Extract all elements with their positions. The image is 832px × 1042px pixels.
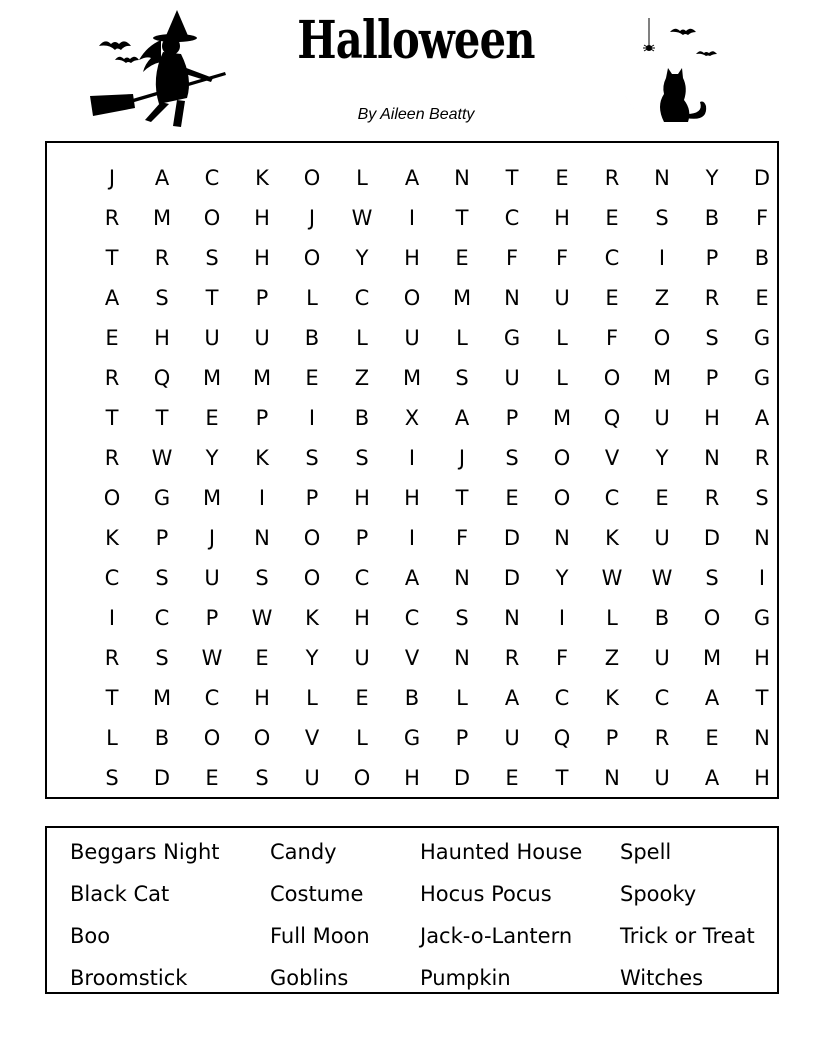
- word-list-item: Full Moon: [270, 924, 370, 948]
- grid-letter[interactable]: A: [754, 406, 770, 430]
- grid-letter[interactable]: A: [704, 686, 720, 710]
- grid-letter[interactable]: H: [254, 246, 270, 270]
- grid-letter[interactable]: O: [253, 726, 271, 750]
- grid-letter[interactable]: H: [554, 206, 570, 230]
- grid-letter[interactable]: U: [654, 526, 670, 550]
- grid-letter[interactable]: L: [306, 286, 318, 310]
- grid-letter[interactable]: O: [653, 326, 671, 350]
- grid-letter[interactable]: O: [103, 486, 121, 510]
- grid-letter[interactable]: E: [705, 726, 719, 750]
- grid-letter[interactable]: C: [204, 686, 220, 710]
- word-list-item: Candy: [270, 840, 337, 864]
- grid-letter[interactable]: Q: [603, 406, 621, 430]
- grid-letter[interactable]: I: [658, 246, 666, 270]
- grid-letter[interactable]: L: [556, 366, 568, 390]
- grid-letter[interactable]: R: [154, 246, 170, 270]
- grid-letter[interactable]: D: [703, 526, 721, 550]
- grid-letter[interactable]: A: [104, 286, 120, 310]
- grid-letter[interactable]: S: [505, 446, 519, 470]
- grid-letter[interactable]: C: [354, 566, 370, 590]
- grid-letter[interactable]: U: [254, 326, 270, 350]
- grid-letter[interactable]: O: [303, 566, 321, 590]
- grid-letter[interactable]: B: [754, 246, 770, 270]
- grid-letter[interactable]: H: [754, 766, 770, 790]
- grid-letter[interactable]: P: [205, 606, 219, 630]
- grid-letter[interactable]: J: [108, 166, 116, 190]
- grid-letter[interactable]: E: [355, 686, 369, 710]
- grid-letter[interactable]: O: [203, 726, 221, 750]
- grid-letter[interactable]: B: [304, 326, 320, 350]
- word-list-item: Haunted House: [420, 840, 583, 864]
- grid-letter[interactable]: H: [254, 206, 270, 230]
- word-search-grid: [45, 141, 779, 799]
- grid-letter[interactable]: T: [755, 686, 769, 710]
- grid-letter[interactable]: B: [654, 606, 670, 630]
- word-list-item: Pumpkin: [420, 966, 511, 990]
- grid-letter[interactable]: M: [202, 486, 222, 510]
- grid-letter[interactable]: Z: [604, 646, 620, 670]
- grid-letter[interactable]: L: [306, 686, 318, 710]
- grid-letter[interactable]: E: [605, 286, 619, 310]
- grid-letter[interactable]: L: [606, 606, 618, 630]
- word-list-item: Boo: [70, 924, 111, 948]
- word-list-item: Spell: [620, 840, 672, 864]
- grid-letter[interactable]: Z: [654, 286, 670, 310]
- grid-letter[interactable]: E: [255, 646, 269, 670]
- grid-letter[interactable]: C: [404, 606, 420, 630]
- grid-letter[interactable]: B: [704, 206, 720, 230]
- grid-letter[interactable]: F: [755, 206, 769, 230]
- grid-letter[interactable]: V: [304, 726, 320, 750]
- grid-letter[interactable]: S: [755, 486, 769, 510]
- crescent-moon-cat-icon: [612, 10, 732, 130]
- grid-letter[interactable]: D: [503, 526, 521, 550]
- grid-letter[interactable]: U: [204, 566, 220, 590]
- grid-letter[interactable]: Y: [355, 246, 369, 270]
- grid-letter[interactable]: C: [604, 246, 620, 270]
- grid-letter[interactable]: Y: [555, 566, 569, 590]
- grid-letter[interactable]: P: [705, 366, 719, 390]
- grid-letter[interactable]: J: [308, 206, 316, 230]
- grid-letter[interactable]: K: [605, 526, 619, 550]
- grid-letter[interactable]: P: [605, 726, 619, 750]
- grid-letter[interactable]: P: [255, 286, 269, 310]
- grid-letter[interactable]: C: [554, 686, 570, 710]
- grid-letter[interactable]: H: [704, 406, 720, 430]
- word-list-item: Goblins: [270, 966, 349, 990]
- grid-letter[interactable]: W: [151, 446, 173, 470]
- grid-letter[interactable]: U: [654, 766, 670, 790]
- grid-letter[interactable]: E: [555, 166, 569, 190]
- grid-letter[interactable]: K: [605, 686, 619, 710]
- grid-letter[interactable]: S: [655, 206, 669, 230]
- grid-letter[interactable]: H: [154, 326, 170, 350]
- grid-letter[interactable]: G: [753, 326, 771, 350]
- grid-letter[interactable]: U: [504, 726, 520, 750]
- grid-letter[interactable]: L: [356, 326, 368, 350]
- word-list-item: Beggars Night: [70, 840, 220, 864]
- grid-letter[interactable]: M: [402, 366, 422, 390]
- grid-letter[interactable]: M: [702, 646, 722, 670]
- grid-letter[interactable]: M: [652, 366, 672, 390]
- grid-letter[interactable]: N: [704, 446, 720, 470]
- grid-letter[interactable]: H: [404, 486, 420, 510]
- grid-letter[interactable]: E: [105, 326, 119, 350]
- grid-letter[interactable]: S: [155, 286, 169, 310]
- grid-letter[interactable]: O: [553, 446, 571, 470]
- grid-letter[interactable]: M: [452, 286, 472, 310]
- grid-letter[interactable]: L: [556, 326, 568, 350]
- header: [0, 0, 832, 140]
- grid-letter[interactable]: T: [455, 206, 469, 230]
- grid-letter[interactable]: Y: [705, 166, 719, 190]
- grid-letter[interactable]: E: [505, 766, 519, 790]
- grid-letter[interactable]: T: [105, 406, 119, 430]
- page-title: Halloween: [297, 10, 535, 71]
- grid-letter[interactable]: C: [354, 286, 370, 310]
- grid-letter[interactable]: Q: [553, 726, 571, 750]
- grid-letter[interactable]: R: [104, 446, 120, 470]
- grid-letter[interactable]: T: [155, 406, 169, 430]
- grid-letter[interactable]: M: [152, 206, 172, 230]
- grid-letter[interactable]: O: [353, 766, 371, 790]
- grid-letter[interactable]: H: [354, 486, 370, 510]
- grid-letter[interactable]: K: [255, 166, 269, 190]
- grid-letter[interactable]: I: [558, 606, 566, 630]
- grid-letter[interactable]: O: [603, 366, 621, 390]
- author-byline: By Aileen Beatty: [357, 106, 475, 123]
- grid-letter[interactable]: W: [351, 206, 373, 230]
- grid-letter[interactable]: U: [354, 646, 370, 670]
- grid-letter[interactable]: H: [754, 646, 770, 670]
- grid-letter[interactable]: U: [654, 646, 670, 670]
- grid-letter[interactable]: A: [704, 766, 720, 790]
- grid-letter[interactable]: T: [205, 286, 219, 310]
- grid-letter[interactable]: D: [153, 766, 171, 790]
- word-list-item: Costume: [270, 882, 364, 906]
- grid-letter[interactable]: B: [354, 406, 370, 430]
- grid-letter[interactable]: S: [355, 446, 369, 470]
- grid-letter[interactable]: N: [754, 726, 770, 750]
- word-list: [45, 826, 779, 994]
- grid-letter[interactable]: E: [605, 206, 619, 230]
- grid-letter[interactable]: A: [404, 566, 420, 590]
- grid-letter[interactable]: L: [456, 326, 468, 350]
- grid-letter[interactable]: E: [655, 486, 669, 510]
- grid-letter[interactable]: P: [355, 526, 369, 550]
- grid-letter[interactable]: A: [504, 686, 520, 710]
- grid-letter[interactable]: K: [305, 606, 319, 630]
- grid-letter[interactable]: R: [504, 646, 520, 670]
- grid-letter[interactable]: L: [456, 686, 468, 710]
- grid-letter[interactable]: U: [404, 326, 420, 350]
- grid-letter[interactable]: M: [202, 366, 222, 390]
- grid-letter[interactable]: F: [555, 646, 569, 670]
- grid-letter[interactable]: C: [604, 486, 620, 510]
- grid-letter[interactable]: M: [152, 686, 172, 710]
- grid-letter[interactable]: X: [404, 406, 420, 430]
- grid-letter[interactable]: I: [258, 486, 266, 510]
- grid-letter[interactable]: E: [205, 766, 219, 790]
- grid-letter[interactable]: W: [251, 606, 273, 630]
- grid-letter[interactable]: I: [308, 406, 316, 430]
- grid-letter[interactable]: E: [305, 366, 319, 390]
- grid-letter[interactable]: H: [354, 606, 370, 630]
- grid-letter[interactable]: D: [503, 566, 521, 590]
- grid-letter[interactable]: W: [601, 566, 623, 590]
- grid-letter[interactable]: O: [703, 606, 721, 630]
- grid-letter[interactable]: C: [154, 606, 170, 630]
- grid-letter[interactable]: R: [104, 646, 120, 670]
- grid-letter[interactable]: O: [303, 526, 321, 550]
- grid-letter[interactable]: C: [104, 566, 120, 590]
- grid-letter[interactable]: Y: [655, 446, 669, 470]
- grid-letter[interactable]: M: [552, 406, 572, 430]
- grid-letter[interactable]: N: [504, 286, 520, 310]
- grid-letter[interactable]: J: [458, 446, 466, 470]
- grid-letter[interactable]: P: [155, 526, 169, 550]
- grid-letter[interactable]: P: [705, 246, 719, 270]
- grid-letter[interactable]: A: [454, 406, 470, 430]
- word-list-item: Black Cat: [70, 882, 170, 906]
- grid-letter[interactable]: F: [555, 246, 569, 270]
- grid-letter[interactable]: I: [108, 606, 116, 630]
- grid-letter[interactable]: K: [255, 446, 269, 470]
- grid-letter[interactable]: D: [753, 166, 771, 190]
- grid-letter[interactable]: F: [455, 526, 469, 550]
- word-list-item: Jack-o-Lantern: [420, 924, 573, 948]
- grid-letter[interactable]: Y: [305, 646, 319, 670]
- grid-letter[interactable]: P: [455, 726, 469, 750]
- grid-letter[interactable]: O: [203, 206, 221, 230]
- grid-letter[interactable]: R: [104, 206, 120, 230]
- word-list-item: Witches: [620, 966, 704, 990]
- grid-letter[interactable]: S: [305, 446, 319, 470]
- grid-letter[interactable]: G: [153, 486, 171, 510]
- grid-letter[interactable]: G: [403, 726, 421, 750]
- grid-letter[interactable]: T: [505, 166, 519, 190]
- word-list-item: Hocus Pocus: [420, 882, 552, 906]
- grid-letter[interactable]: S: [155, 566, 169, 590]
- grid-letter[interactable]: E: [505, 486, 519, 510]
- grid-letter[interactable]: R: [704, 486, 720, 510]
- grid-letter[interactable]: J: [208, 526, 216, 550]
- grid-letter[interactable]: N: [754, 526, 770, 550]
- grid-letter[interactable]: O: [553, 486, 571, 510]
- grid-letter[interactable]: E: [455, 246, 469, 270]
- grid-letter[interactable]: S: [455, 366, 469, 390]
- grid-letter[interactable]: U: [204, 326, 220, 350]
- grid-letter[interactable]: T: [555, 766, 569, 790]
- grid-letter[interactable]: O: [303, 246, 321, 270]
- word-list-item: Spooky: [620, 882, 697, 906]
- grid-letter[interactable]: N: [554, 526, 570, 550]
- grid-letter[interactable]: I: [758, 566, 766, 590]
- grid-letter[interactable]: V: [404, 646, 420, 670]
- grid-letter[interactable]: K: [105, 526, 119, 550]
- grid-letter[interactable]: R: [654, 726, 670, 750]
- grid-letter[interactable]: C: [504, 206, 520, 230]
- grid-letter[interactable]: S: [205, 246, 219, 270]
- grid-letter[interactable]: F: [605, 326, 619, 350]
- grid-letter[interactable]: U: [504, 366, 520, 390]
- grid-letter[interactable]: H: [254, 686, 270, 710]
- grid-letter[interactable]: T: [105, 686, 119, 710]
- grid-letter[interactable]: R: [704, 286, 720, 310]
- grid-letter[interactable]: N: [454, 566, 470, 590]
- grid-letter[interactable]: B: [404, 686, 420, 710]
- grid-letter[interactable]: P: [305, 486, 319, 510]
- grid-letter[interactable]: H: [404, 766, 420, 790]
- grid-letter[interactable]: M: [252, 366, 272, 390]
- grid-letter[interactable]: L: [356, 726, 368, 750]
- grid-letter[interactable]: U: [304, 766, 320, 790]
- grid-letter[interactable]: G: [753, 606, 771, 630]
- grid-letter[interactable]: G: [753, 366, 771, 390]
- grid-letter[interactable]: S: [705, 326, 719, 350]
- grid-letter[interactable]: C: [204, 166, 220, 190]
- grid-letter[interactable]: O: [403, 286, 421, 310]
- letter-grid: [87, 158, 787, 798]
- grid-letter[interactable]: P: [505, 406, 519, 430]
- word-list-item: Trick or Treat: [620, 924, 755, 948]
- grid-letter[interactable]: T: [455, 486, 469, 510]
- grid-letter[interactable]: T: [105, 246, 119, 270]
- grid-letter[interactable]: S: [105, 766, 119, 790]
- grid-letter[interactable]: B: [154, 726, 170, 750]
- grid-letter[interactable]: Y: [205, 446, 219, 470]
- grid-letter[interactable]: E: [205, 406, 219, 430]
- grid-letter[interactable]: A: [154, 166, 170, 190]
- grid-letter[interactable]: O: [303, 166, 321, 190]
- grid-letter[interactable]: G: [503, 326, 521, 350]
- grid-letter[interactable]: F: [505, 246, 519, 270]
- grid-letter[interactable]: E: [755, 286, 769, 310]
- grid-letter[interactable]: S: [155, 646, 169, 670]
- grid-letter[interactable]: L: [106, 726, 118, 750]
- grid-letter[interactable]: N: [254, 526, 270, 550]
- grid-letter[interactable]: N: [504, 606, 520, 630]
- grid-letter[interactable]: S: [255, 766, 269, 790]
- grid-letter[interactable]: P: [255, 406, 269, 430]
- grid-letter[interactable]: R: [754, 446, 770, 470]
- grid-letter[interactable]: R: [604, 166, 620, 190]
- grid-letter[interactable]: V: [604, 446, 620, 470]
- grid-letter[interactable]: S: [705, 566, 719, 590]
- grid-letter[interactable]: N: [654, 166, 670, 190]
- grid-letter[interactable]: U: [654, 406, 670, 430]
- grid-letter[interactable]: I: [408, 526, 416, 550]
- grid-letter[interactable]: D: [453, 766, 471, 790]
- grid-letter[interactable]: A: [404, 166, 420, 190]
- word-list-item: Broomstick: [70, 966, 188, 990]
- grid-letter[interactable]: I: [408, 206, 416, 230]
- grid-letter[interactable]: R: [104, 366, 120, 390]
- grid-letter[interactable]: S: [455, 606, 469, 630]
- grid-letter[interactable]: Z: [354, 366, 370, 390]
- grid-letter[interactable]: N: [454, 166, 470, 190]
- grid-letter[interactable]: L: [356, 166, 368, 190]
- grid-letter[interactable]: S: [255, 566, 269, 590]
- grid-letter[interactable]: C: [654, 686, 670, 710]
- grid-letter[interactable]: Q: [153, 366, 171, 390]
- grid-letter[interactable]: W: [201, 646, 223, 670]
- grid-letter[interactable]: H: [404, 246, 420, 270]
- grid-letter[interactable]: U: [554, 286, 570, 310]
- grid-letter[interactable]: N: [604, 766, 620, 790]
- grid-letter[interactable]: N: [454, 646, 470, 670]
- grid-letter[interactable]: W: [651, 566, 673, 590]
- grid-letter[interactable]: I: [408, 446, 416, 470]
